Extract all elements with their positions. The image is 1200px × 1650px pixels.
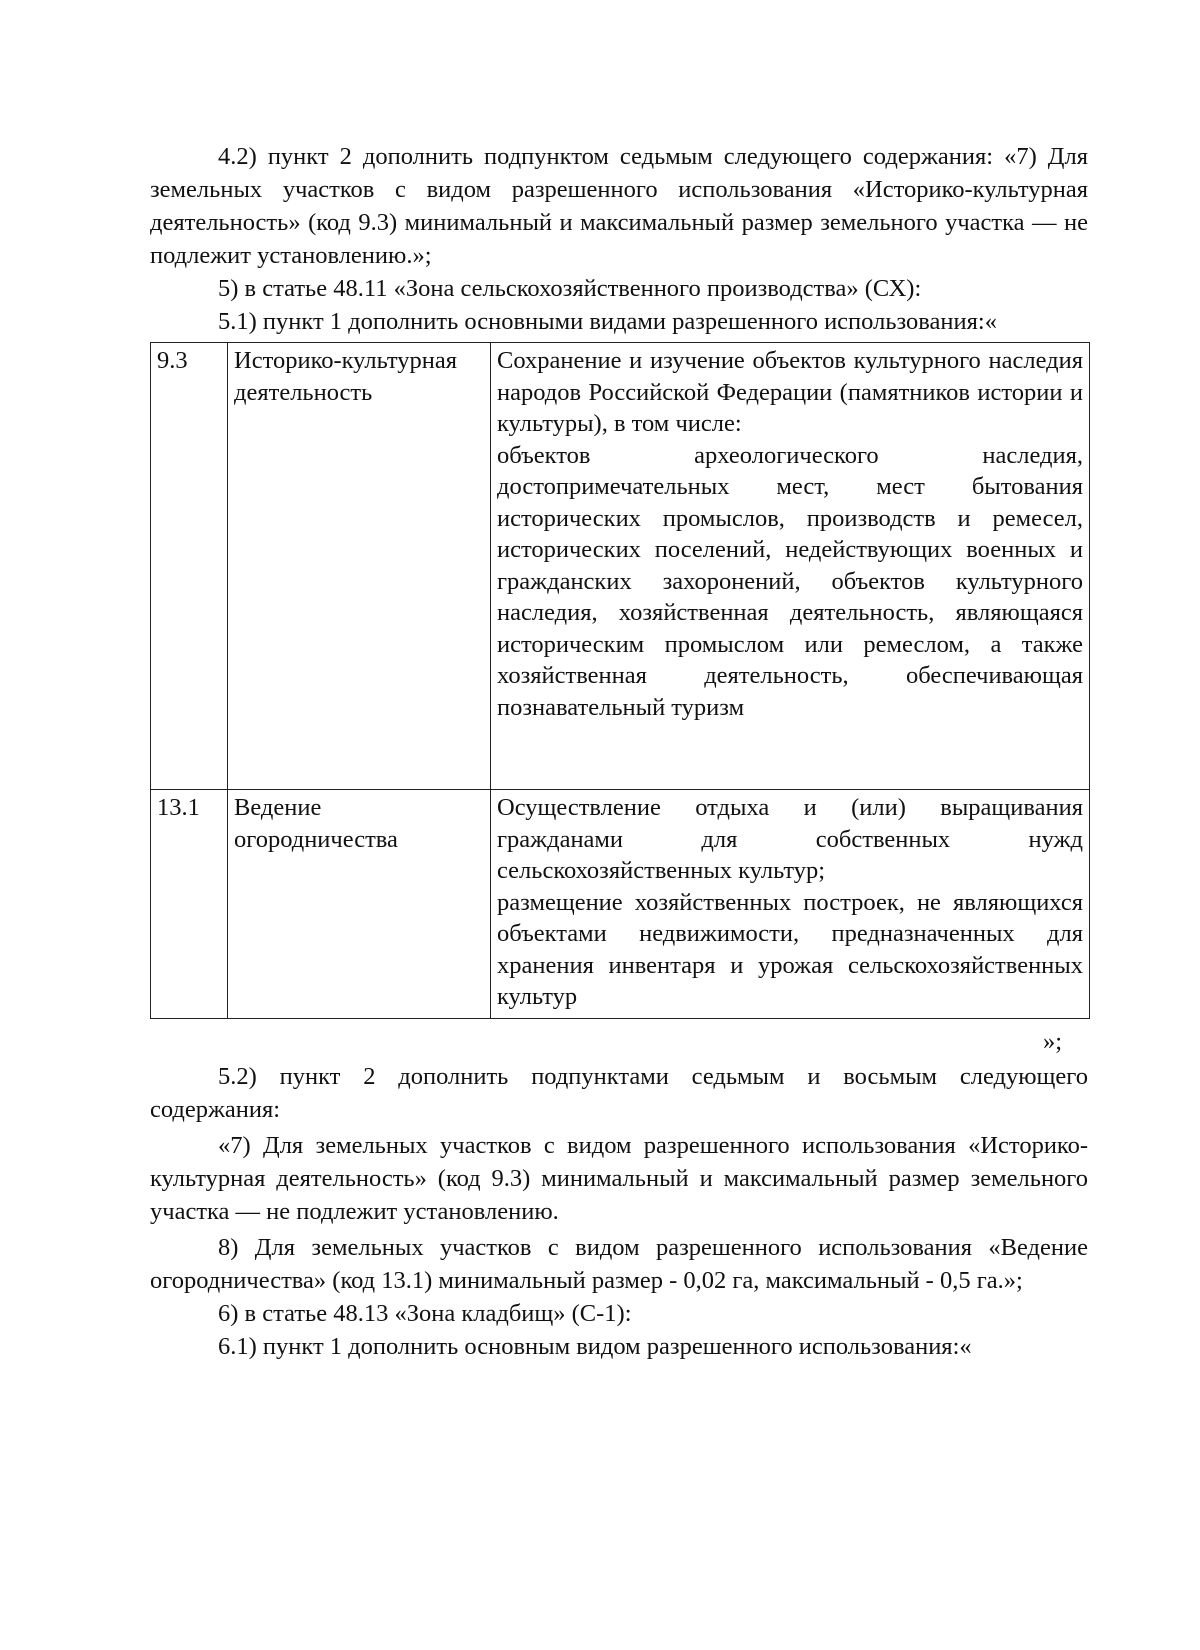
permitted-use-table [150, 342, 1090, 1019]
use-code-cell: 13.1 [151, 790, 228, 1019]
paragraph-subitem-7: «7) Для земельных участков с видом разрешенного использования «Историко-культурная деятельность» (код 9.3) минимальный и максимальный размер земельного участка — не подлежит установлению. [150, 1132, 1088, 1225]
use-name-cell: Ведение огородничества [228, 790, 491, 1019]
use-name-cell: Историко-культурная деятельность [228, 343, 491, 790]
table-closing-quote: »; [1042, 1028, 1062, 1055]
description-line: Осуществление отдыха и (или) выращивания гражданами для собственных нужд сельскохозяйственных культур; [497, 794, 1083, 884]
paragraph-4-2: 4.2) пункт 2 дополнить подпунктом седьмым следующего содержания: «7) Для земельных участков с видом разрешенного использования «Историко-культурная деятельность» (код 9.3) минимальный и максимальный размер земельного участка — не подлежит установлению.»; [150, 143, 1088, 269]
use-code-cell: 9.3 [151, 343, 228, 790]
description-line: размещение хозяйственных построек, не являющихся объектами недвижимости, предназначенных для хранения инвентаря и урожая сельскохозяйственных культур [497, 888, 1083, 1010]
use-description-cell [491, 790, 1090, 1019]
paragraph-5-1: 5.1) пункт 1 дополнить основными видами разрешенного использования:« [218, 308, 997, 335]
description-line: объектов археологического наследия, достопримечательных мест, мест бытования исторических промыслов, производств и ремесел, исторических поселений, недействующих военных и гражданских захоронений, объектов культурного наследия, хозяйственная деятельность, являющаяся историческим промыслом или ремеслом, а также хозяйственная деятельность, обеспечивающая познавательный туризм [497, 441, 1083, 721]
description-line: Сохранение и изучение объектов культурного наследия народов Российской Федерации (памятников истории и культуры), в том числе: [497, 347, 1083, 437]
paragraph-5-2: 5.2) пункт 2 дополнить подпунктами седьмым и восьмым следующего содержания: [150, 1063, 1088, 1123]
paragraph-6: 6) в статье 48.13 «Зона кладбищ» (С-1): [218, 1300, 632, 1327]
paragraph-6-1: 6.1) пункт 1 дополнить основным видом разрешенного использования:« [218, 1333, 972, 1360]
table-row [151, 343, 1090, 790]
paragraph-subitem-8: 8) Для земельных участков с видом разрешенного использования «Ведение огородничества» (код 13.1) минимальный размер - 0,02 га, максимальный - 0,5 га.»; [150, 1234, 1088, 1294]
document-page [150, 140, 1088, 1363]
paragraph-5: 5) в статье 48.11 «Зона сельскохозяйственного производства» (СХ): [218, 275, 922, 302]
table-row [151, 790, 1090, 1019]
use-description-cell [491, 343, 1090, 790]
